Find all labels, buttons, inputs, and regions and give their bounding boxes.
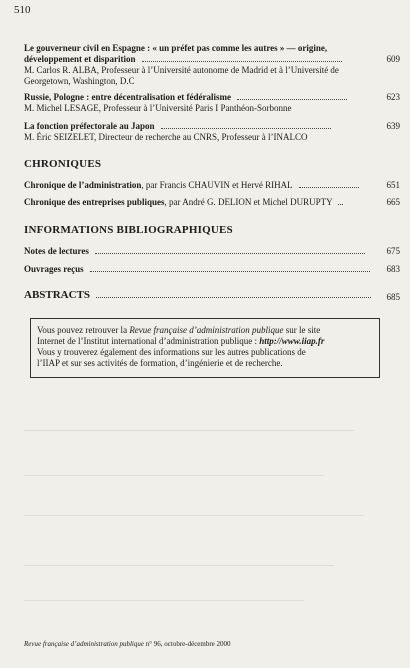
website-link[interactable]: http://www.iiap.fr	[259, 336, 325, 346]
entry-author: M. Michel LESAGE, Professeur à l’Université Paris I Panthéon-Sorbonne	[24, 103, 292, 113]
toc-entry-1	[24, 43, 400, 87]
toc-entry-3	[24, 121, 400, 143]
page-ref: 651	[386, 180, 400, 190]
leader-dots	[142, 61, 342, 62]
page-ref: 685	[386, 292, 400, 302]
entry-title: Russie, Pologne : entre décentralisation et fédéralisme	[24, 92, 232, 102]
entry-title: Le gouverneur civil en Espagne : « un préfet pas comme les autres » — origine,	[24, 43, 328, 53]
entry-author: M. Carlos R. ALBA, Professeur à l’Université autonome de Madrid et à l’Université de	[24, 65, 339, 75]
entry-author-cont: Georgetown, Washington, D.C	[24, 76, 135, 86]
toc-line-ouvrages-recus: Ouvrages reçus 683	[24, 264, 400, 274]
toc-line-notes-de-lectures: Notes de lectures 675	[24, 246, 400, 256]
page-ref: 675	[386, 246, 400, 256]
page-footer	[24, 640, 231, 648]
journal-name: Revue française d’administration publique	[129, 325, 284, 335]
section-informations-bibliographiques: INFORMATIONS BIBLIOGRAPHIQUES	[24, 224, 233, 236]
toc-line-abstracts	[24, 290, 400, 301]
footer-issue: n° 96, octobre-décembre 2000	[143, 640, 231, 648]
section-chroniques: CHRONIQUES	[24, 158, 102, 170]
page-ref: 683	[386, 264, 400, 274]
leader-dots	[96, 297, 371, 298]
notice-line-4: l’IIAP et sur ses activités de formation, d’ingénierie et de recherche.	[37, 358, 283, 368]
page-ref: 665	[386, 197, 400, 207]
footer-journal: Revue française d’administration publique	[24, 640, 144, 648]
leader-dots	[161, 128, 331, 129]
notice-line-3: Vous y trouverez également des informations sur les autres publications de	[37, 347, 306, 357]
notice-line-2: Internet de l’Institut international d’administration publique : http://www.iiap.fr	[37, 336, 325, 346]
leader-dots	[237, 99, 347, 100]
leader-dots	[338, 204, 343, 205]
toc-line-chronique-entreprises: Chronique des entreprises publiques, par André G. DELION et Michel DURUPTY 665	[24, 197, 400, 207]
entry-title-cont: développement et disparition	[24, 54, 136, 64]
page-ref: 639	[386, 121, 400, 131]
website-notice-box	[30, 318, 380, 378]
notice-line-1: Vous pouvez retrouver la Revue française d’administration publique sur le site	[37, 325, 321, 335]
page-ref: 609	[386, 54, 400, 64]
leader-dots	[95, 253, 365, 254]
page-ref: 623	[386, 92, 400, 102]
entry-author: M. Éric SEIZELET, Directeur de recherche au CNRS, Professeur à l’INALCO	[24, 132, 308, 142]
leader-dots	[299, 187, 359, 188]
section-abstracts: ABSTRACTS	[24, 289, 91, 301]
leader-dots	[90, 271, 370, 272]
toc-entry-2	[24, 92, 400, 114]
entry-title: La fonction préfectorale au Japon	[24, 121, 155, 131]
toc-line-chronique-administration: Chronique de l’administration, par Francis CHAUVIN et Hervé RIHAL 651	[24, 180, 400, 190]
show-through-area	[24, 400, 394, 620]
page-number: 510	[14, 4, 31, 16]
